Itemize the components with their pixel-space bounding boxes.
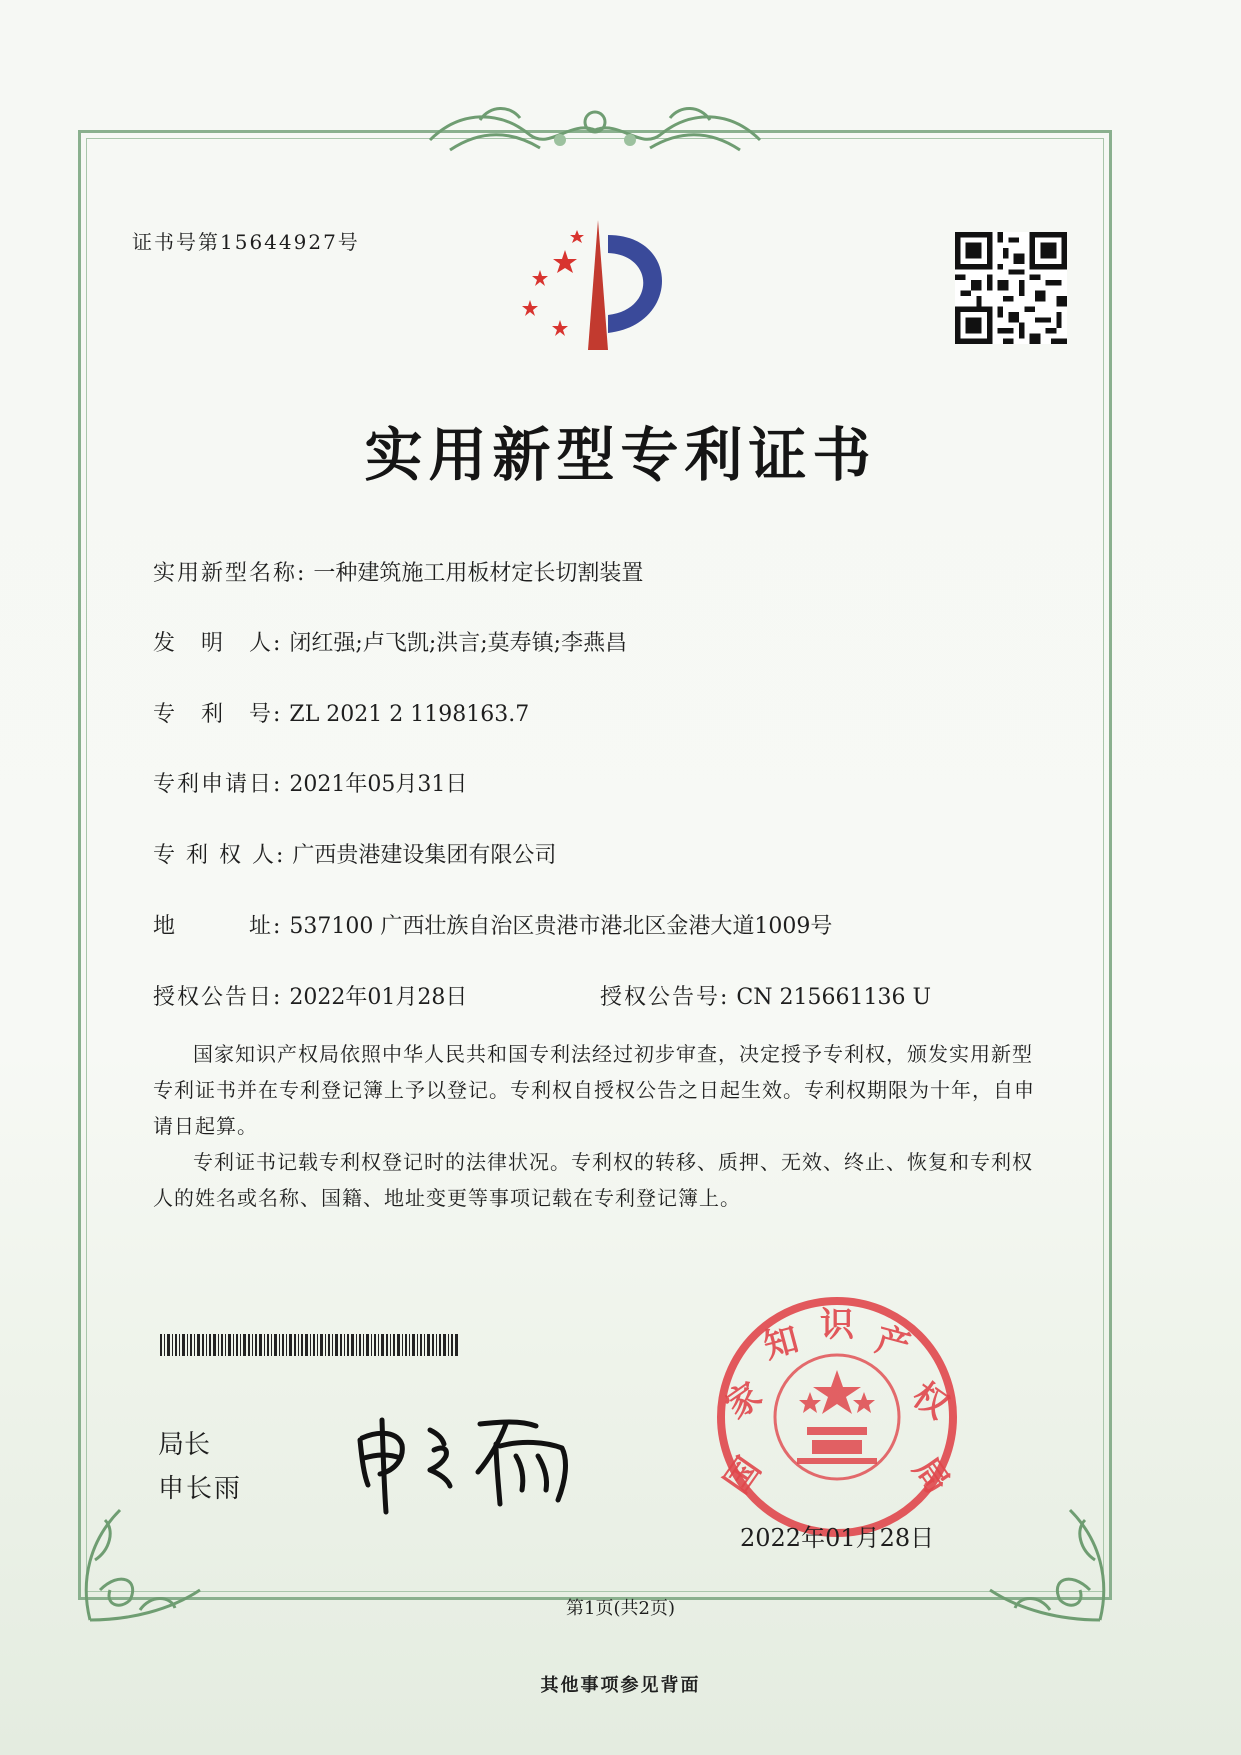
field-value: 537100 广西壮族自治区贵港市港北区金港大道1009号 [289,914,833,939]
field-label: 发 明 人: [153,631,283,656]
director-title: 局长 [158,1430,211,1460]
top-ornament-icon [420,100,770,160]
field-label: 专利申请日: [153,772,283,797]
field-label: 授权公告日: [153,985,283,1010]
seal-date: 2022年01月28日 [740,1524,935,1552]
svg-text:识: 识 [820,1305,854,1345]
field-grant-number [600,980,931,1011]
field-label: 授权公告号: [600,985,730,1010]
field-utility-model-name [153,556,643,587]
official-seal-icon [712,1292,962,1542]
field-value: 广西贵港建设集团有限公司 [292,843,557,868]
svg-text:权: 权 [904,1374,956,1428]
cnipa-emblem-icon [505,215,685,355]
field-label: 实用新型名称: [153,561,307,586]
field-inventors [153,626,627,657]
svg-text:知: 知 [759,1319,803,1368]
page-number: 第1页(共2页) [566,1598,675,1619]
document-title: 实用新型专利证书 [364,421,877,489]
field-value: 2021年05月31日 [289,772,468,797]
svg-text:产: 产 [871,1319,915,1368]
field-label: 地 址: [153,914,283,939]
field-value: ZL 2021 2 1198163.7 [289,702,530,727]
signature-icon [350,1400,610,1520]
grant-statement-paragraph: 国家知识产权局依照中华人民共和国专利法经过初步审查，决定授予专利权，颁发实用新型专利证书并在专利登记簿上予以登记。专利权自授权公告之日起生效。专利权期限为十年，自申请日起算。 [153,1042,1035,1138]
field-value: CN 215661136 U [736,985,932,1010]
field-application-date [153,767,467,798]
barcode-icon [160,1334,458,1356]
certificate-number: 证书号第15644927号 [132,230,360,254]
field-value: 一种建筑施工用板材定长切割装置 [313,561,644,586]
field-value: 2022年01月28日 [289,985,468,1010]
legal-status-paragraph: 专利证书记载专利权登记时的法律状况。专利权的转移、质押、无效、终止、恢复和专利权人的姓名或名称、国籍、地址变更等事项记载在专利登记簿上。 [153,1150,1033,1210]
field-patentee [153,838,556,869]
field-label: 专 利 权 人: [153,843,286,868]
footer-note: 其他事项参见背面 [540,1675,701,1696]
field-label: 专 利 号: [153,702,283,727]
director-name: 申长雨 [158,1474,243,1504]
field-address [153,909,832,940]
svg-text:家: 家 [718,1374,770,1428]
svg-text:国: 国 [716,1450,770,1502]
field-grant-date [153,980,467,1011]
svg-text:局: 局 [904,1450,958,1502]
field-patent-number [153,697,529,728]
qr-code-icon [955,232,1067,344]
field-value: 闭红强;卢飞凯;洪言;莫寿镇;李燕昌 [289,631,628,656]
